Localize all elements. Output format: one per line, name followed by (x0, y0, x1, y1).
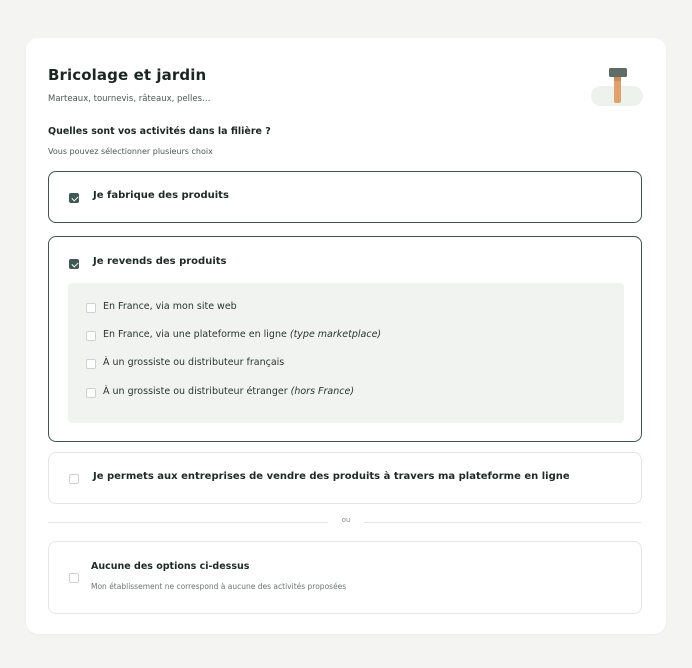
option-aucune-title: Aucune des options ci-dessus (91, 561, 250, 572)
section-subtitle: Marteaux, tournevis, râteaux, pelles… (48, 94, 211, 104)
checkbox-marketplace[interactable] (86, 331, 96, 341)
sub-option-marketplace-label: En France, via une plateforme en ligne (type marketplace) (103, 329, 382, 340)
option-fabrique-label: Je fabrique des produits (93, 190, 229, 201)
separator-line-left (48, 522, 328, 523)
checkbox-revends[interactable] (69, 259, 79, 269)
option-plateforme-label: Je permets aux entreprises de vendre des produits à travers ma plateforme en ligne (93, 471, 570, 482)
separator-text: ou (341, 516, 351, 524)
revends-subpanel (68, 283, 624, 423)
option-aucune-description: Mon établissement ne correspond à aucune des activités proposées (91, 582, 347, 591)
sub-option-marketplace-qualifier: (type marketplace) (289, 329, 382, 340)
checkbox-grossiste-francais[interactable] (86, 359, 96, 369)
separator-line-right (364, 522, 642, 523)
checkbox-grossiste-etranger[interactable] (86, 388, 96, 398)
hammer-icon (607, 64, 629, 104)
hammer-badge (589, 64, 645, 108)
question-help: Vous pouvez sélectionner plusieurs choix (48, 147, 213, 156)
question-title: Quelles sont vos activités dans la filière ? (48, 126, 271, 137)
sub-option-grossiste-etranger-qualifier: (hors France) (290, 386, 355, 397)
sub-option-grossiste-etranger-label: À un grossiste ou distributeur étranger (hors France) (103, 386, 355, 397)
checkbox-plateforme[interactable] (69, 474, 79, 484)
checkbox-aucune[interactable] (69, 573, 79, 583)
option-plateforme[interactable] (48, 452, 642, 504)
checkbox-site-web[interactable] (86, 303, 96, 313)
option-revends[interactable] (48, 236, 642, 442)
activity-card (26, 38, 666, 634)
option-fabrique[interactable] (48, 171, 642, 223)
option-revends-label: Je revends des produits (93, 256, 227, 267)
sub-option-grossiste-francais-label: À un grossiste ou distributeur français (103, 357, 285, 368)
option-aucune[interactable] (48, 541, 642, 614)
section-title: Bricolage et jardin (48, 66, 207, 84)
sub-option-site-web-label: En France, via mon site web (103, 301, 237, 312)
checkbox-fabrique[interactable] (69, 193, 79, 203)
